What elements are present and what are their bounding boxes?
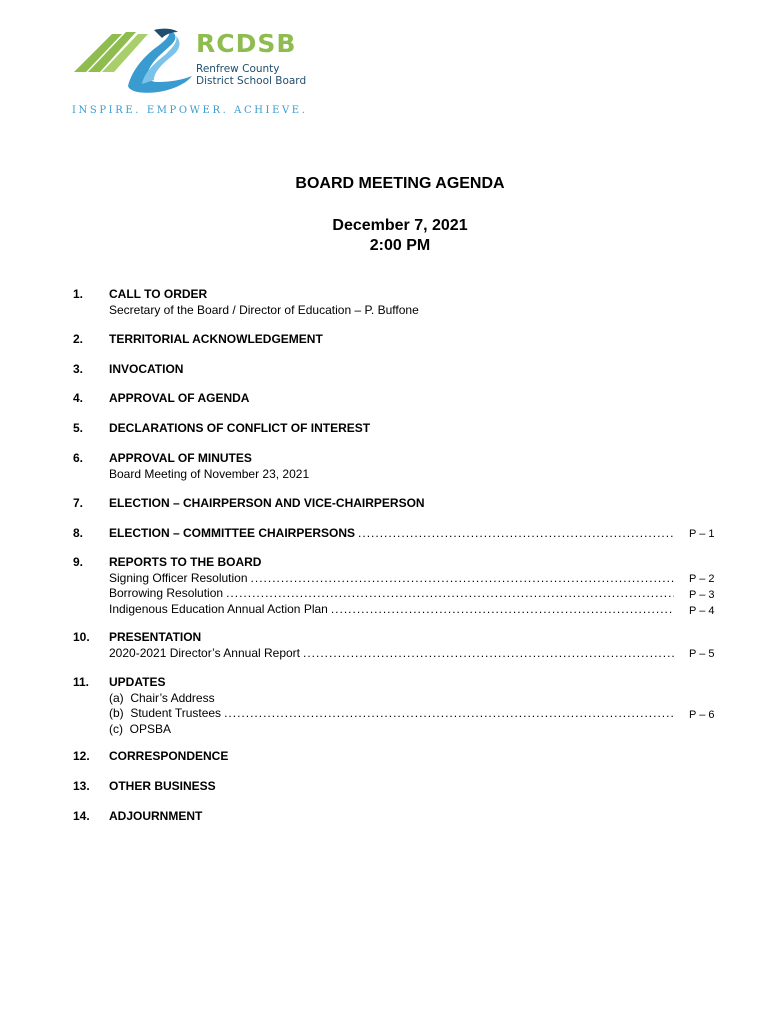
org-name-line-2: District School Board <box>196 75 307 87</box>
meeting-time: 2:00 PM <box>369 237 431 254</box>
item-title: UPDATES <box>109 675 166 689</box>
agenda-item <box>73 779 216 795</box>
item-title: DECLARATIONS OF CONFLICT OF INTEREST <box>109 421 371 435</box>
agenda-item <box>73 332 323 348</box>
item-title: REPORTS TO THE BOARD <box>109 555 262 569</box>
agenda-item <box>73 809 202 825</box>
item-number: 4. <box>73 391 84 405</box>
report-title: Signing Officer Resolution <box>109 570 248 585</box>
item-title: ELECTION – CHAIRPERSON AND VICE-CHAIRPERSON <box>109 496 425 510</box>
dot-leader <box>251 571 674 587</box>
agenda-item <box>73 391 249 407</box>
item-title: OTHER BUSINESS <box>109 779 216 793</box>
update-item: (a) Chair’s Address <box>109 690 215 705</box>
item-title: PRESENTATION <box>109 630 202 644</box>
item-number: 1. <box>73 287 84 301</box>
meeting-date: December 7, 2021 <box>332 217 468 234</box>
page-reference: P – 1 <box>689 528 715 540</box>
item-number: 9. <box>73 555 84 569</box>
agenda-item <box>73 675 723 737</box>
org-tagline: INSPIRE. EMPOWER. ACHIEVE. <box>72 105 308 116</box>
item-number: 3. <box>73 362 84 376</box>
dot-leader <box>331 602 674 618</box>
item-number: 14. <box>73 809 90 823</box>
dot-leader <box>303 646 674 662</box>
agenda-item <box>73 496 425 512</box>
update-item: (c) OPSBA <box>109 721 172 736</box>
page-reference: P – 5 <box>689 648 715 660</box>
item-number: 11. <box>73 675 90 689</box>
org-short-name: RCDSB <box>196 29 297 58</box>
item-number: 6. <box>73 451 84 465</box>
agenda-item <box>73 749 228 765</box>
dot-leader <box>358 526 674 542</box>
item-title: ELECTION – COMMITTEE CHAIRPERSONS <box>109 526 356 540</box>
item-number: 10. <box>73 630 90 644</box>
org-name-line-1: Renfrew County <box>196 63 280 75</box>
agenda-item <box>73 526 723 542</box>
agenda-item <box>73 451 309 482</box>
agenda-item <box>73 555 723 617</box>
dot-leader <box>224 706 674 722</box>
dot-leader <box>226 586 674 602</box>
page-reference: P – 2 <box>689 573 715 585</box>
page-reference: P – 4 <box>689 605 715 617</box>
item-number: 8. <box>73 526 84 540</box>
rcdsb-logo <box>72 26 312 122</box>
agenda-item <box>73 362 183 378</box>
page-reference: P – 3 <box>689 589 715 601</box>
item-title: CORRESPONDENCE <box>109 749 229 763</box>
item-number: 2. <box>73 332 84 346</box>
report-title: Borrowing Resolution <box>109 586 224 600</box>
river-swoosh-logo-icon <box>72 26 196 94</box>
item-number: 12. <box>73 749 90 763</box>
item-title: APPROVAL OF AGENDA <box>109 391 250 405</box>
item-detail: Board Meeting of November 23, 2021 <box>109 466 310 481</box>
document-title: BOARD MEETING AGENDA <box>295 175 505 192</box>
item-number: 5. <box>73 421 84 435</box>
item-title: ADJOURNMENT <box>109 809 203 823</box>
agenda-item <box>73 421 370 437</box>
agenda-item <box>73 630 723 661</box>
page-reference: P – 6 <box>689 709 715 721</box>
agenda-item <box>73 287 419 318</box>
update-item: (b) Student Trustees <box>109 706 222 720</box>
item-detail: Secretary of the Board / Director of Education – P. Buffone <box>109 302 419 317</box>
item-title: APPROVAL OF MINUTES <box>109 451 252 465</box>
presentation-title: 2020-2021 Director’s Annual Report <box>109 645 301 660</box>
item-title: INVOCATION <box>109 362 184 376</box>
item-title: CALL TO ORDER <box>109 287 208 301</box>
item-title: TERRITORIAL ACKNOWLEDGEMENT <box>109 332 323 346</box>
item-number: 13. <box>73 779 90 793</box>
report-title: Indigenous Education Annual Action Plan <box>109 601 328 616</box>
item-number: 7. <box>73 496 84 510</box>
